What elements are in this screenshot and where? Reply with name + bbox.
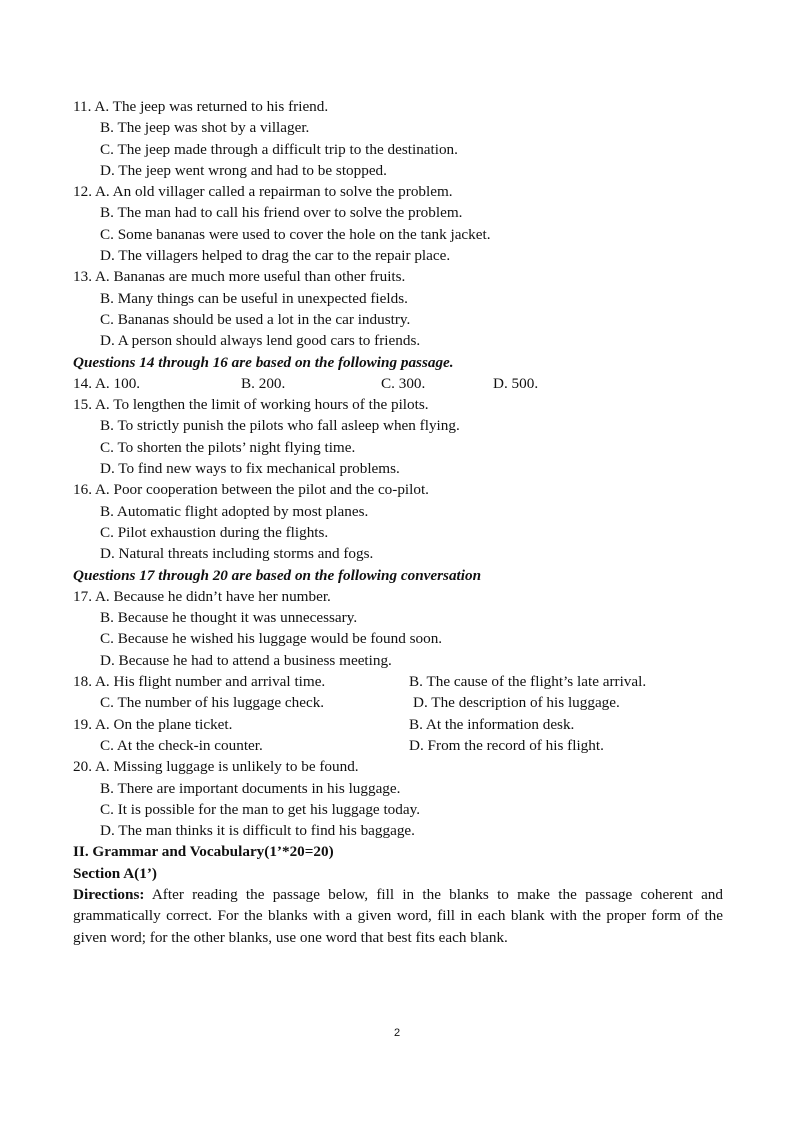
directions-paragraph <box>73 884 723 948</box>
q18-option-a: 18. A. His flight number and arrival time. <box>73 673 326 691</box>
q14-option-a: 14. A. 100. <box>73 374 141 392</box>
q14-option-d: D. 500. <box>493 374 539 392</box>
q20-option-a: 20. A. Missing luggage is unlikely to be found. <box>73 758 359 776</box>
q13-option-a: 13. A. Bananas are much more useful than other fruits. <box>73 268 406 286</box>
q17-option-c: C. Because he wished his luggage would be found soon. <box>100 630 443 648</box>
q15-option-b: B. To strictly punish the pilots who fall asleep when flying. <box>100 417 460 435</box>
q13-option-c: C. Bananas should be used a lot in the car industry. <box>100 310 411 328</box>
q16-option-c: C. Pilot exhaustion during the flights. <box>100 523 329 541</box>
q20-option-c: C. It is possible for the man to get his luggage today. <box>100 800 421 818</box>
q16-option-a: 16. A. Poor cooperation between the pilot and the co-pilot. <box>73 481 429 499</box>
q19-option-c: C. At the check-in counter. <box>100 736 263 754</box>
section-heading-14-16: Questions 14 through 16 are based on the following passage. <box>73 353 454 371</box>
q17-option-a: 17. A. Because he didn’t have her number. <box>73 587 331 605</box>
q19-row-1 <box>73 714 723 735</box>
page-content <box>73 96 723 948</box>
q11-option-a: 11. A. The jeep was returned to his friend. <box>73 98 329 115</box>
directions-text: After reading the passage below, fill in the blanks to make the passage coherent and grammatically correct. For the blanks with a given word, fill in each blank with the proper form of the given word; for the other blanks, use one word that best fits each blank. <box>73 885 723 946</box>
q18-row-1 <box>73 671 723 692</box>
q12-option-a: 12. A. An old villager called a repairman to solve the problem. <box>73 183 453 201</box>
q15-option-d: D. To find new ways to fix mechanical problems. <box>100 460 400 478</box>
q11-option-d: D. The jeep went wrong and had to be stopped. <box>100 161 387 179</box>
q12-option-b: B. The man had to call his friend over to solve the problem. <box>100 204 463 222</box>
q20-option-d: D. The man thinks it is difficult to find his baggage. <box>100 822 415 840</box>
q20-option-b: B. There are important documents in his luggage. <box>100 779 401 797</box>
q18-option-d: D. The description of his luggage. <box>413 694 620 712</box>
q19-option-d: D. From the record of his flight. <box>409 736 604 754</box>
q17-option-b: B. Because he thought it was unnecessary. <box>100 609 358 627</box>
q11-option-b: B. The jeep was shot by a villager. <box>100 119 310 137</box>
q16-option-b: B. Automatic flight adopted by most planes. <box>100 502 369 520</box>
q12-option-c: C. Some bananas were used to cover the hole on the tank jacket. <box>100 225 491 243</box>
q15-option-c: C. To shorten the pilots’ night flying time. <box>100 438 356 456</box>
directions-label: Directions: <box>73 885 145 903</box>
q19-row-2 <box>73 735 723 756</box>
q14-row <box>73 373 723 394</box>
q13-option-d: D. A person should always lend good cars to friends. <box>100 332 421 350</box>
q14-option-c: C. 300. <box>381 374 426 392</box>
q14-option-b: B. 200. <box>241 374 286 392</box>
q15-option-a: 15. A. To lengthen the limit of working hours of the pilots. <box>73 396 429 414</box>
q11-option-c: C. The jeep made through a difficult trip to the destination. <box>100 140 458 158</box>
page-number: 2 <box>393 1027 401 1039</box>
q12-option-d: D. The villagers helped to drag the car to the repair place. <box>100 247 451 265</box>
section-a-heading: Section A(1’) <box>73 864 157 882</box>
q16-option-d: D. Natural threats including storms and fogs. <box>100 545 374 563</box>
q18-option-c: C. The number of his luggage check. <box>100 694 325 712</box>
q19-option-b: B. At the information desk. <box>409 715 575 733</box>
q19-option-a: 19. A. On the plane ticket. <box>73 715 233 733</box>
q18-option-b: B. The cause of the flight’s late arrival. <box>409 673 647 691</box>
q18-row-2 <box>73 692 723 713</box>
section-heading-17-20: Questions 17 through 20 are based on the following conversation <box>73 566 482 584</box>
part2-heading: II. Grammar and Vocabulary(1’*20=20) <box>73 843 334 861</box>
q17-option-d: D. Because he had to attend a business meeting. <box>100 651 392 669</box>
q13-option-b: B. Many things can be useful in unexpected fields. <box>100 289 408 307</box>
